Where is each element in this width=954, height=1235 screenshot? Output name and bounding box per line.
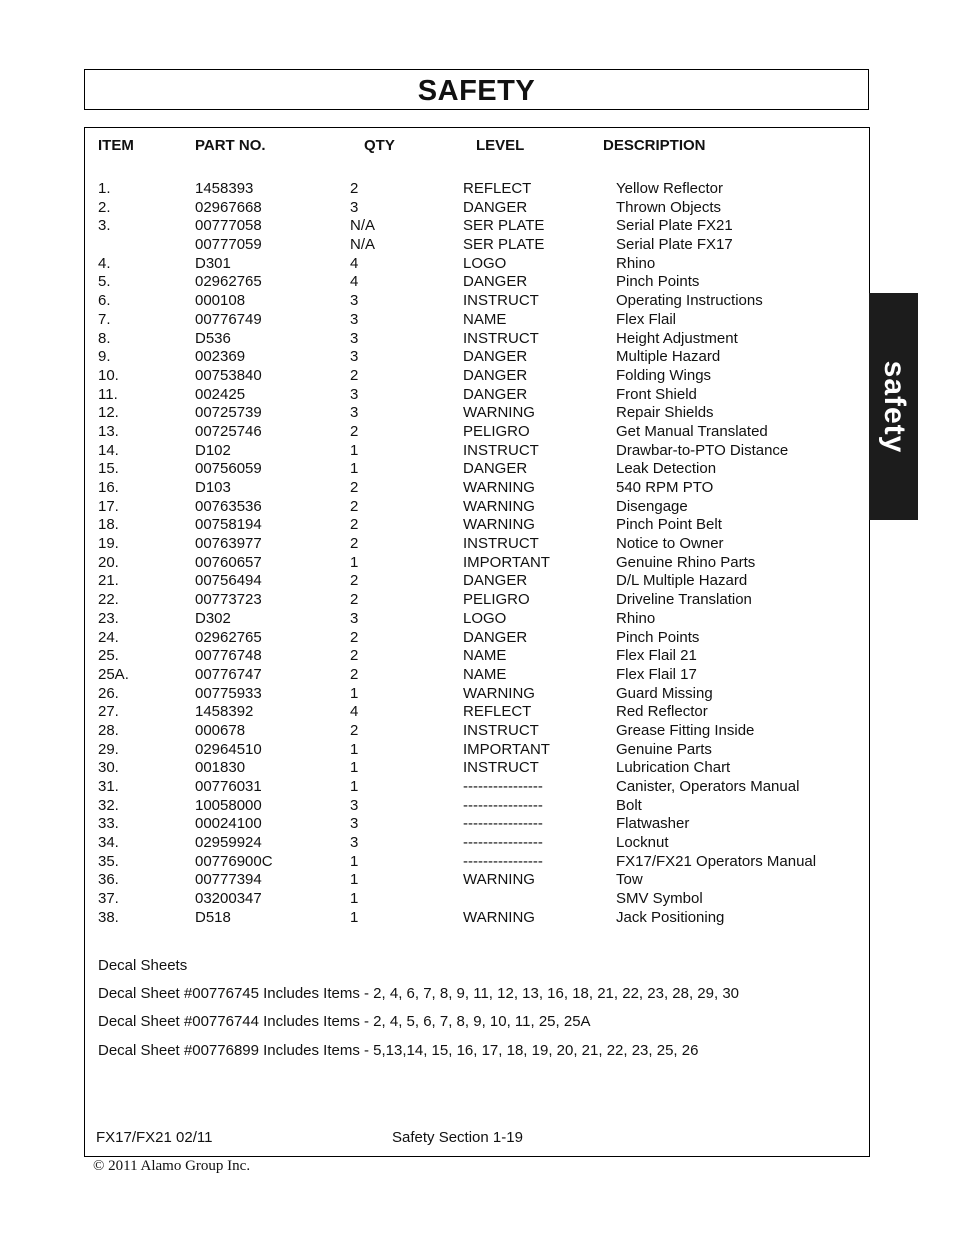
column-header-level: LEVEL	[476, 137, 525, 154]
table-row	[0, 479, 954, 498]
description: Drawbar-to-PTO Distance	[616, 441, 789, 459]
level: DANGER	[463, 366, 528, 384]
table-row	[0, 591, 954, 610]
description: Canister, Operators Manual	[616, 778, 800, 795]
part-number: D103	[195, 479, 231, 496]
description: Guard Missing	[616, 684, 713, 702]
level: IMPORTANT	[463, 553, 550, 571]
quantity: 3	[350, 609, 359, 627]
description: Disengage	[616, 497, 688, 515]
table-row	[0, 666, 954, 685]
item-number: 19.	[98, 535, 119, 553]
part-number: D102	[195, 441, 231, 459]
level: REFLECT	[463, 180, 532, 197]
level: WARNING	[463, 516, 535, 534]
part-number: 00776031	[195, 778, 262, 795]
table-row	[0, 778, 954, 797]
quantity: 2	[350, 479, 359, 496]
quantity: 1	[350, 460, 359, 478]
quantity: 2	[350, 572, 359, 590]
level: WARNING	[463, 404, 535, 422]
description: Genuine Rhino Parts	[616, 553, 756, 571]
table-row	[0, 367, 954, 386]
table-row	[0, 629, 954, 648]
part-number: 002369	[195, 348, 246, 366]
level: ----------------	[463, 852, 543, 870]
description: Front Shield	[616, 385, 697, 403]
part-number: 000678	[195, 721, 246, 739]
footer-section: Safety Section 1-19	[392, 1129, 523, 1146]
description: Serial Plate FX21	[616, 217, 733, 235]
item-number: 27.	[98, 703, 119, 721]
level: INSTRUCT	[463, 441, 539, 459]
description: Folding Wings	[616, 366, 712, 384]
quantity: 3	[350, 385, 359, 403]
item-number: 35.	[98, 852, 119, 870]
item-number: 15.	[98, 460, 119, 478]
table-row	[0, 199, 954, 218]
quantity: N/A	[350, 217, 376, 235]
table-row	[0, 853, 954, 872]
level: LOGO	[463, 254, 507, 272]
description: Notice to Owner	[616, 535, 724, 553]
item-number: 14.	[98, 441, 119, 459]
level: DANGER	[463, 460, 528, 478]
description: Flex Flail 21	[616, 647, 697, 665]
item-number: 21.	[98, 572, 119, 590]
item-number: 31.	[98, 778, 119, 795]
description: Lubrication Chart	[616, 759, 731, 777]
description: Jack Positioning	[616, 908, 725, 926]
item-number: 34.	[98, 834, 119, 852]
quantity: 1	[350, 890, 359, 908]
table-row	[0, 535, 954, 554]
description: Rhino	[616, 254, 656, 272]
quantity: 1	[350, 908, 359, 926]
table-row	[0, 647, 954, 666]
quantity: 1	[350, 553, 359, 571]
level: INSTRUCT	[463, 759, 539, 777]
table-row	[0, 330, 954, 349]
table-row	[0, 909, 954, 928]
decal-sheet-line: Decal Sheet #00776745 Includes Items - 2, 4, 6, 7, 8, 9, 11, 12, 13, 16, 18, 21, 22, 23, 28, 29, 30	[98, 985, 740, 1002]
part-number: D302	[195, 609, 231, 627]
quantity: 3	[350, 292, 359, 310]
description: Yellow Reflector	[616, 180, 723, 197]
level: ----------------	[463, 834, 543, 852]
item-number: 25.	[98, 647, 119, 665]
item-number: 36.	[98, 871, 119, 889]
quantity: 1	[350, 871, 359, 889]
part-number: 00756494	[195, 572, 262, 590]
table-row	[0, 180, 954, 199]
description: Flex Flail 17	[616, 665, 697, 683]
item-number: 13.	[98, 422, 119, 440]
item-number: 3.	[98, 217, 111, 235]
part-number: 00776749	[195, 310, 262, 328]
item-number: 9.	[98, 348, 111, 366]
quantity: 3	[350, 329, 359, 347]
level: LOGO	[463, 609, 507, 627]
description: Red Reflector	[616, 703, 708, 721]
level: WARNING	[463, 684, 535, 702]
table-row	[0, 834, 954, 853]
item-number: 25A.	[98, 665, 129, 683]
table-row	[0, 217, 954, 236]
item-number: 11.	[98, 385, 118, 403]
description: FX17/FX21 Operators Manual	[616, 852, 817, 870]
column-header-qty: QTY	[364, 137, 395, 154]
table-row	[0, 610, 954, 629]
description: Leak Detection	[616, 460, 717, 478]
part-number: 00725746	[195, 422, 262, 440]
description: Grease Fitting Inside	[616, 721, 755, 739]
description: Thrown Objects	[616, 198, 722, 216]
table-row	[0, 703, 954, 722]
item-number: 29.	[98, 740, 119, 758]
level: NAME	[463, 647, 507, 665]
column-header-description: DESCRIPTION	[603, 137, 706, 154]
level: WARNING	[463, 479, 535, 496]
part-number: 00725739	[195, 404, 262, 422]
table-row	[0, 442, 954, 461]
table-row	[0, 722, 954, 741]
part-number: 00024100	[195, 815, 262, 833]
table-row	[0, 797, 954, 816]
quantity: 4	[350, 273, 359, 291]
part-number: 1458392	[195, 703, 254, 721]
decal-sheet-line: Decal Sheet #00776899 Includes Items - 5,13,14, 15, 16, 17, 18, 19, 20, 21, 22, 23, 25, 26	[98, 1042, 699, 1059]
table-row	[0, 423, 954, 442]
quantity: 2	[350, 721, 359, 739]
level: DANGER	[463, 273, 528, 291]
part-number: 00776748	[195, 647, 262, 665]
item-number: 22.	[98, 591, 119, 609]
quantity: 2	[350, 497, 359, 515]
table-row	[0, 311, 954, 330]
level: INSTRUCT	[463, 535, 539, 553]
description: Rhino	[616, 609, 656, 627]
part-number: 002425	[195, 385, 246, 403]
quantity: 1	[350, 852, 359, 870]
table-row	[0, 516, 954, 535]
description: SMV Symbol	[616, 890, 703, 908]
item-number: 8.	[98, 329, 111, 347]
item-number: 12.	[98, 404, 119, 422]
item-number: 26.	[98, 684, 119, 702]
level: INSTRUCT	[463, 721, 539, 739]
quantity: 1	[350, 759, 359, 777]
part-number: 00775933	[195, 684, 262, 702]
level: IMPORTANT	[463, 740, 550, 758]
description: Serial Plate FX17	[616, 236, 733, 254]
item-number: 10.	[98, 366, 119, 384]
quantity: 2	[350, 180, 359, 197]
level: ----------------	[463, 778, 543, 795]
item-number: 4.	[98, 254, 111, 272]
description: Bolt	[616, 796, 642, 814]
quantity: 2	[350, 647, 359, 665]
level: PELIGRO	[463, 591, 530, 609]
item-number: 2.	[98, 198, 111, 216]
description: Driveline Translation	[616, 591, 752, 609]
level: WARNING	[463, 497, 535, 515]
level: ----------------	[463, 815, 543, 833]
description: Repair Shields	[616, 404, 714, 422]
parts-table	[0, 180, 954, 928]
description: Get Manual Translated	[616, 422, 768, 440]
item-number: 33.	[98, 815, 119, 833]
quantity: 3	[350, 310, 359, 328]
quantity: 2	[350, 516, 359, 534]
part-number: 00773723	[195, 591, 262, 609]
table-row	[0, 554, 954, 573]
part-number: 1458393	[195, 180, 254, 197]
item-number: 1.	[98, 180, 111, 197]
description: Pinch Points	[616, 628, 700, 646]
part-number: 02962765	[195, 628, 262, 646]
part-number: D301	[195, 254, 231, 272]
part-number: 00758194	[195, 516, 262, 534]
table-row	[0, 572, 954, 591]
description: Pinch Points	[616, 273, 700, 291]
part-number: D518	[195, 908, 231, 926]
part-number: 10058000	[195, 796, 262, 814]
quantity: 2	[350, 366, 359, 384]
level: ----------------	[463, 796, 543, 814]
part-number: 02959924	[195, 834, 262, 852]
item-number: 38.	[98, 908, 119, 926]
description: Flatwasher	[616, 815, 690, 833]
part-number: 00777058	[195, 217, 262, 235]
table-row	[0, 404, 954, 423]
part-number: 02964510	[195, 740, 262, 758]
item-number: 6.	[98, 292, 111, 310]
level: NAME	[463, 310, 507, 328]
quantity: N/A	[350, 236, 376, 254]
quantity: 4	[350, 254, 359, 272]
level: INSTRUCT	[463, 329, 539, 347]
quantity: 2	[350, 591, 359, 609]
item-number: 7.	[98, 310, 111, 328]
level: DANGER	[463, 628, 528, 646]
item-number: 20.	[98, 553, 119, 571]
part-number: 00763977	[195, 535, 262, 553]
description: D/L Multiple Hazard	[616, 572, 748, 590]
description: Genuine Parts	[616, 740, 712, 758]
table-row	[0, 386, 954, 405]
quantity: 3	[350, 404, 359, 422]
part-number: 00777394	[195, 871, 262, 889]
level: WARNING	[463, 908, 535, 926]
quantity: 1	[350, 778, 359, 795]
level: DANGER	[463, 198, 528, 216]
part-number: 00777059	[195, 236, 262, 254]
table-row	[0, 871, 954, 890]
column-header-item: ITEM	[98, 137, 134, 154]
part-number: 03200347	[195, 890, 262, 908]
level: DANGER	[463, 348, 528, 366]
description: Locknut	[616, 834, 669, 852]
item-number: 32.	[98, 796, 119, 814]
table-row	[0, 815, 954, 834]
quantity: 2	[350, 665, 359, 683]
table-row	[0, 741, 954, 760]
level: REFLECT	[463, 703, 532, 721]
table-row	[0, 685, 954, 704]
quantity: 4	[350, 703, 359, 721]
quantity: 3	[350, 815, 359, 833]
item-number: 23.	[98, 609, 119, 627]
quantity: 3	[350, 834, 359, 852]
item-number: 37.	[98, 890, 119, 908]
item-number: 24.	[98, 628, 119, 646]
level: INSTRUCT	[463, 292, 539, 310]
decal-sheet-line: Decal Sheet #00776744 Includes Items - 2, 4, 5, 6, 7, 8, 9, 10, 11, 25, 25A	[98, 1013, 591, 1030]
part-number: 00763536	[195, 497, 262, 515]
quantity: 2	[350, 628, 359, 646]
item-number: 5.	[98, 273, 111, 291]
table-row	[0, 460, 954, 479]
description: Flex Flail	[616, 310, 677, 328]
page-title: SAFETY	[417, 75, 536, 107]
level: PELIGRO	[463, 422, 530, 440]
part-number: 000108	[195, 292, 246, 310]
item-number: 16.	[98, 479, 119, 496]
description: 540 RPM PTO	[616, 479, 714, 496]
part-number: 001830	[195, 759, 246, 777]
part-number: 00756059	[195, 460, 262, 478]
decal-sheets-heading: Decal Sheets	[98, 957, 188, 974]
description: Operating Instructions	[616, 292, 763, 310]
item-number: 28.	[98, 721, 119, 739]
quantity: 1	[350, 441, 359, 459]
item-number: 18.	[98, 516, 119, 534]
level: DANGER	[463, 385, 528, 403]
copyright: © 2011 Alamo Group Inc.	[93, 1158, 251, 1174]
table-row	[0, 498, 954, 517]
quantity: 3	[350, 348, 359, 366]
description: Height Adjustment	[616, 329, 738, 347]
quantity: 2	[350, 535, 359, 553]
level: WARNING	[463, 871, 535, 889]
level: NAME	[463, 665, 507, 683]
part-number: D536	[195, 329, 231, 347]
quantity: 1	[350, 740, 359, 758]
column-header-part: PART NO.	[195, 137, 266, 154]
item-number: 17.	[98, 497, 119, 515]
level: DANGER	[463, 572, 528, 590]
quantity: 3	[350, 796, 359, 814]
footer-model: FX17/FX21 02/11	[96, 1129, 213, 1146]
item-number: 30.	[98, 759, 119, 777]
part-number: 00776900C	[195, 852, 273, 870]
quantity: 3	[350, 198, 359, 216]
description: Multiple Hazard	[616, 348, 721, 366]
quantity: 1	[350, 684, 359, 702]
table-row	[0, 236, 954, 255]
table-row	[0, 292, 954, 311]
quantity: 2	[350, 422, 359, 440]
section-tab-label: safety	[877, 360, 911, 453]
table-row	[0, 890, 954, 909]
description: Pinch Point Belt	[616, 516, 722, 534]
table-row	[0, 348, 954, 367]
title-box	[84, 69, 869, 110]
part-number: 00760657	[195, 553, 262, 571]
part-number: 00753840	[195, 366, 262, 384]
table-row	[0, 759, 954, 778]
level: SER PLATE	[463, 236, 545, 254]
part-number: 02967668	[195, 198, 262, 216]
part-number: 02962765	[195, 273, 262, 291]
table-row	[0, 273, 954, 292]
part-number: 00776747	[195, 665, 262, 683]
level: SER PLATE	[463, 217, 545, 235]
table-row	[0, 255, 954, 274]
description: Tow	[616, 871, 643, 889]
